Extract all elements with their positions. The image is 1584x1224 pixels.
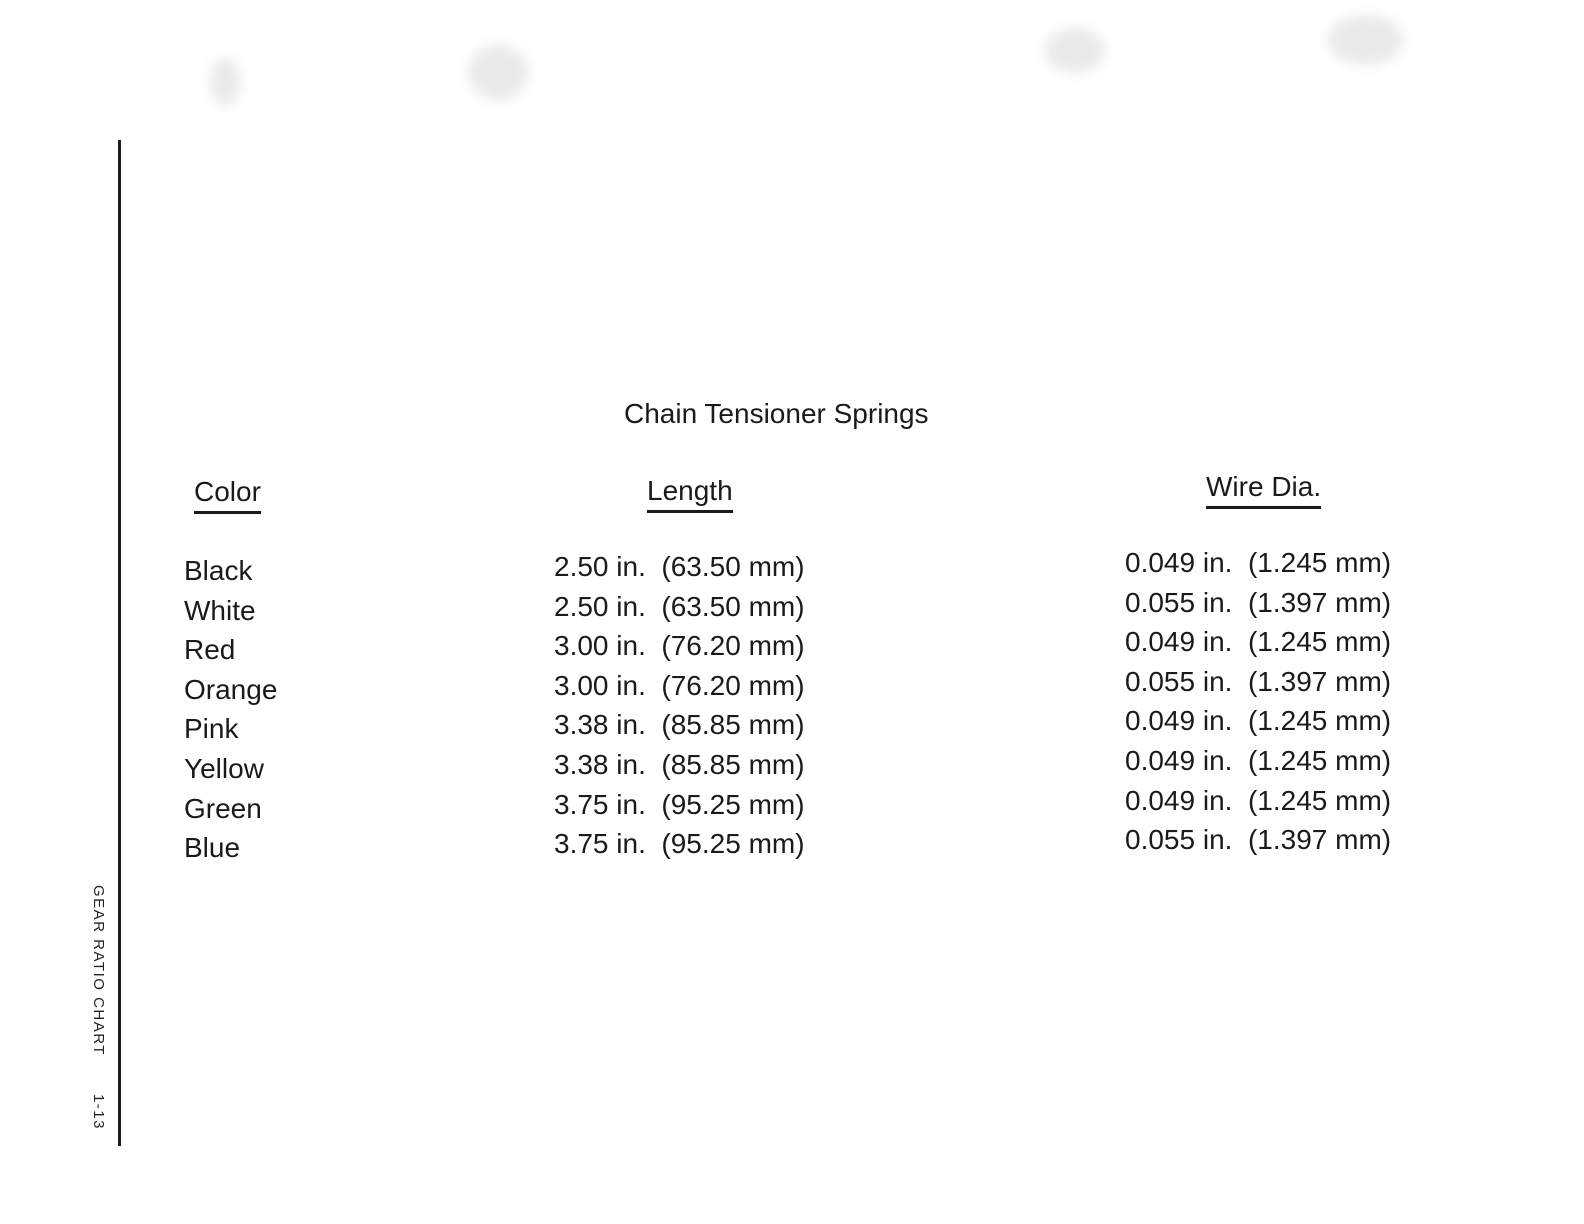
cell-length: 3.75 in. (95.25 mm)	[554, 828, 805, 860]
cell-color: Yellow	[184, 752, 264, 784]
cell-color: White	[184, 594, 256, 626]
cell-wire-dia: 0.049 in. (1.245 mm)	[1125, 744, 1392, 776]
cell-length: 3.75 in. (95.25 mm)	[554, 788, 805, 820]
cell-color: Blue	[184, 832, 241, 864]
cell-wire-dia: 0.055 in. (1.397 mm)	[1125, 824, 1392, 856]
cell-length: 3.00 in. (76.20 mm)	[554, 669, 805, 701]
cell-length: 2.50 in. (63.50 mm)	[554, 551, 805, 582]
table-row	[0, 588, 1584, 628]
scan-smudge	[1328, 15, 1403, 65]
cell-wire-dia: 0.055 in. (1.397 mm)	[1125, 665, 1392, 697]
page-number: 1-13	[90, 1093, 107, 1130]
side-caption	[90, 885, 107, 1130]
table-row	[0, 746, 1584, 786]
scan-smudge	[468, 45, 528, 100]
table-row	[0, 627, 1584, 667]
table-row	[0, 825, 1584, 865]
table-row	[0, 706, 1584, 746]
table-row	[0, 548, 1584, 588]
section-name: GEAR RATIO CHART	[90, 885, 107, 1056]
cell-color: Red	[184, 634, 236, 666]
cell-length: 3.38 in. (85.85 mm)	[554, 748, 805, 780]
cell-wire-dia: 0.055 in. (1.397 mm)	[1125, 586, 1392, 618]
cell-length: 3.00 in. (76.20 mm)	[554, 630, 805, 662]
header-color: Color	[194, 475, 261, 514]
table-row	[0, 786, 1584, 826]
table-row	[0, 667, 1584, 707]
cell-length: 3.38 in. (85.85 mm)	[554, 709, 805, 741]
cell-wire-dia: 0.049 in. (1.245 mm)	[1125, 547, 1392, 578]
cell-color: Black	[184, 555, 253, 586]
cell-color: Green	[184, 792, 262, 824]
header-wire-dia: Wire Dia.	[1206, 470, 1321, 509]
table-title: Chain Tensioner Springs	[624, 398, 929, 429]
scan-smudge	[1045, 28, 1105, 73]
header-length: Length	[647, 474, 733, 513]
cell-color: Orange	[184, 673, 278, 705]
cell-wire-dia: 0.049 in. (1.245 mm)	[1125, 705, 1392, 737]
cell-length: 2.50 in. (63.50 mm)	[554, 590, 805, 622]
cell-color: Pink	[184, 713, 239, 745]
scan-smudge	[210, 58, 240, 106]
spring-table	[0, 548, 1584, 865]
cell-wire-dia: 0.049 in. (1.245 mm)	[1125, 784, 1392, 816]
cell-wire-dia: 0.049 in. (1.245 mm)	[1125, 626, 1392, 658]
